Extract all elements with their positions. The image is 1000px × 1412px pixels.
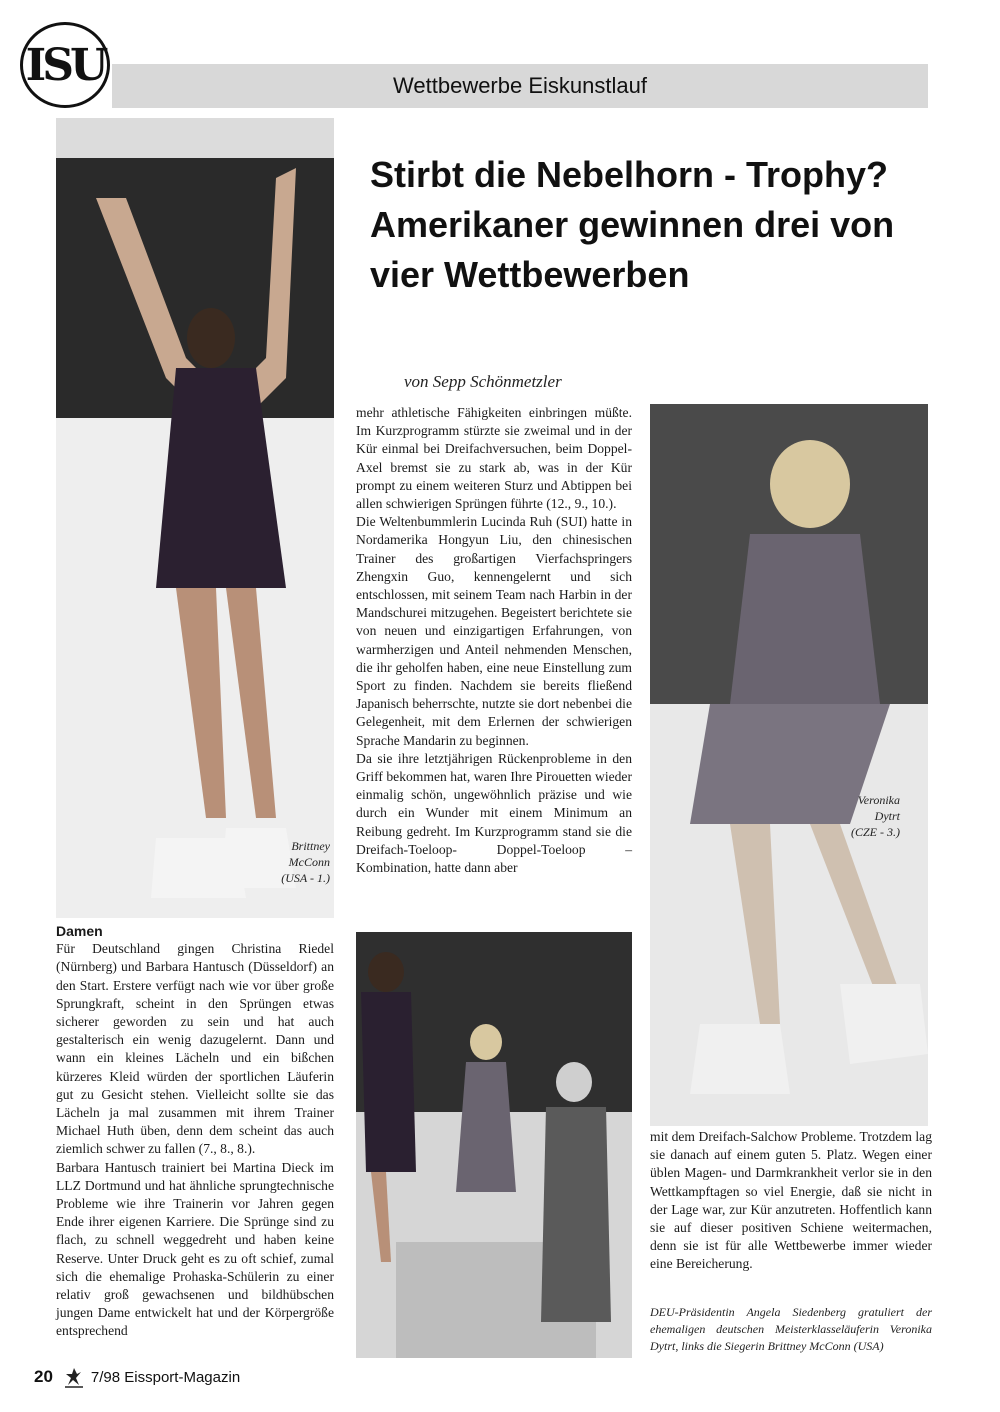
caption-line: (USA - 1.) bbox=[281, 871, 330, 885]
paragraph: Die Weltenbummlerin Lucinda Ruh (SUI) hatte in Nordamerika Hongyun Liu, den chinesischen Trainer des großartigen Vierfachspringers Zhengxin Guo, kennengelernt und sich entschlossen, mit seinem Team nach Harbin in der Mandschurei mitzugehen. Begeistert berichtete sie von neuen und einzigartigen Erfahrungen, von warmherzigen und Anteil nehmenden Menschen, die ihr geholfen haben, eine neue Einstellung zum Sport zu finden. Nachdem sie bereits fließend Japanisch beherrschte, nutzte sie dort nebenbei die Gelegenheit, mit dem Erlernen der schwierigen Sprache Mandarin zu beginnen. bbox=[356, 514, 632, 748]
subhead-damen: Damen bbox=[56, 923, 103, 939]
caption-podium: DEU-Präsidentin Angela Siedenberg gratuliert der ehemaligen deutschen Meisterklasseläuferin Veronika Dytrt, links die Siegerin Brittney McConn (USA) bbox=[650, 1305, 932, 1353]
podium-image bbox=[356, 932, 632, 1358]
paragraph: Barbara Hantusch trainiert bei Martina Dieck im LLZ Dortmund und hat ähnliche sprungtechnische Probleme wie ihre Trainerin vor Jahren gegen Ende ihrer eigenen Karriere. Die Sprünge sind zu flach, zu schnell weggedreht und haben keine Reserve. Unter Druck geht es zu oft schief, zumal sich die ehemalige Prohaska-Schülerin zu einer relativ groß gewachsenen und bildhübschen jungen Dame entwickelt hat und der Körpergröße entsprechend bbox=[56, 1159, 334, 1339]
issue-label: 7/98 Eissport-Magazin bbox=[90, 1368, 241, 1386]
paragraph: Für Deutschland gingen Christina Riedel (Nürnberg) und Barbara Hantusch (Düsseldorf) an den Start. Erstere verfügt nach wie vor über große Sprungkraft, scheint in den Sprüngen etwas sicherer geworden zu sein und hat auch gestalterisch ein wenig dazugelernt. Dann und wann ein kleines Lächeln und ein bißchen kürzeres Kleid würden der sportlichen Läuferin gut zu Gesicht stehen. Vielleicht sollte sie das Lächeln ja mal zusammen mit ihrem Trainer Michael Huth üben, denn dem scheint das auch ziemlich schwer zu fallen (7., 8., 8.). bbox=[56, 941, 334, 1157]
caption-line: Veronika bbox=[857, 793, 900, 807]
article-headline: Stirbt die Nebelhorn - Trophy? Amerikaner gewinnen drei von vier Wettbewerben bbox=[370, 154, 895, 295]
paragraph: mit dem Dreifach-Salchow Probleme. Trotzdem lag sie danach auf einem guten 5. Platz. Wegen einer üblen Magen- und Darmkrankheit verlor sie in den Wettkampftagen so viel Energie, daß sie nicht in der Lage war, zur Kür anzutreten. Hoffentlich kann sie auf dieser positiven Schiene weitermachen, denn sie ist für alle Wettbewerbe immer wieder eine Bereicherung. bbox=[650, 1129, 932, 1272]
paragraph: mehr athletische Fähigkeiten einbringen müßte. Im Kurzprogramm stürzte sie zweimal und in der Kür einmal bei Dreifachversuchen, beim Doppel-Axel bremst sie zu stark ab, was in der Kür prompt zu einem weiteren Sturz und Abtippen bei allen schwierigen Sprüngen führte (12., 9., 10.). bbox=[356, 405, 632, 512]
section-title: Wettbewerbe Eiskunstlauf bbox=[393, 73, 647, 98]
skater-icon bbox=[63, 1366, 85, 1388]
skater-image bbox=[56, 118, 334, 918]
caption-line: Brittney bbox=[291, 839, 330, 853]
caption-line: (CZE - 3.) bbox=[851, 825, 900, 839]
paragraph: Da sie ihre letztjährigen Rückenprobleme in den Griff bekommen hat, waren Ihre Pirouetten wieder einmalig schön, ungewöhnlich präzise und wie durch ein Wunder mit einem Minimum an Reibung gedreht. Im Kurzprogramm stand sie die Dreifach-Toeloop- Doppel-Toeloop – Kombination, hatte dann aber bbox=[356, 750, 632, 876]
column-left bbox=[56, 922, 334, 1341]
caption-veronika bbox=[800, 792, 900, 840]
caption-brittney bbox=[230, 838, 330, 886]
column-right bbox=[650, 1128, 932, 1274]
photo-podium bbox=[356, 932, 632, 1358]
page-footer bbox=[34, 1366, 240, 1388]
page-number: 20 bbox=[34, 1367, 53, 1386]
column-middle bbox=[356, 404, 632, 877]
skater-image bbox=[650, 404, 928, 1126]
caption-line: McConn bbox=[288, 855, 330, 869]
caption-line: Dytrt bbox=[874, 809, 900, 823]
photo-brittney-mcconn bbox=[56, 118, 334, 918]
photo-veronika-dytrt bbox=[650, 404, 928, 1126]
article-byline: von Sepp Schönmetzler bbox=[404, 372, 562, 391]
isu-logo: ISU bbox=[20, 22, 110, 108]
